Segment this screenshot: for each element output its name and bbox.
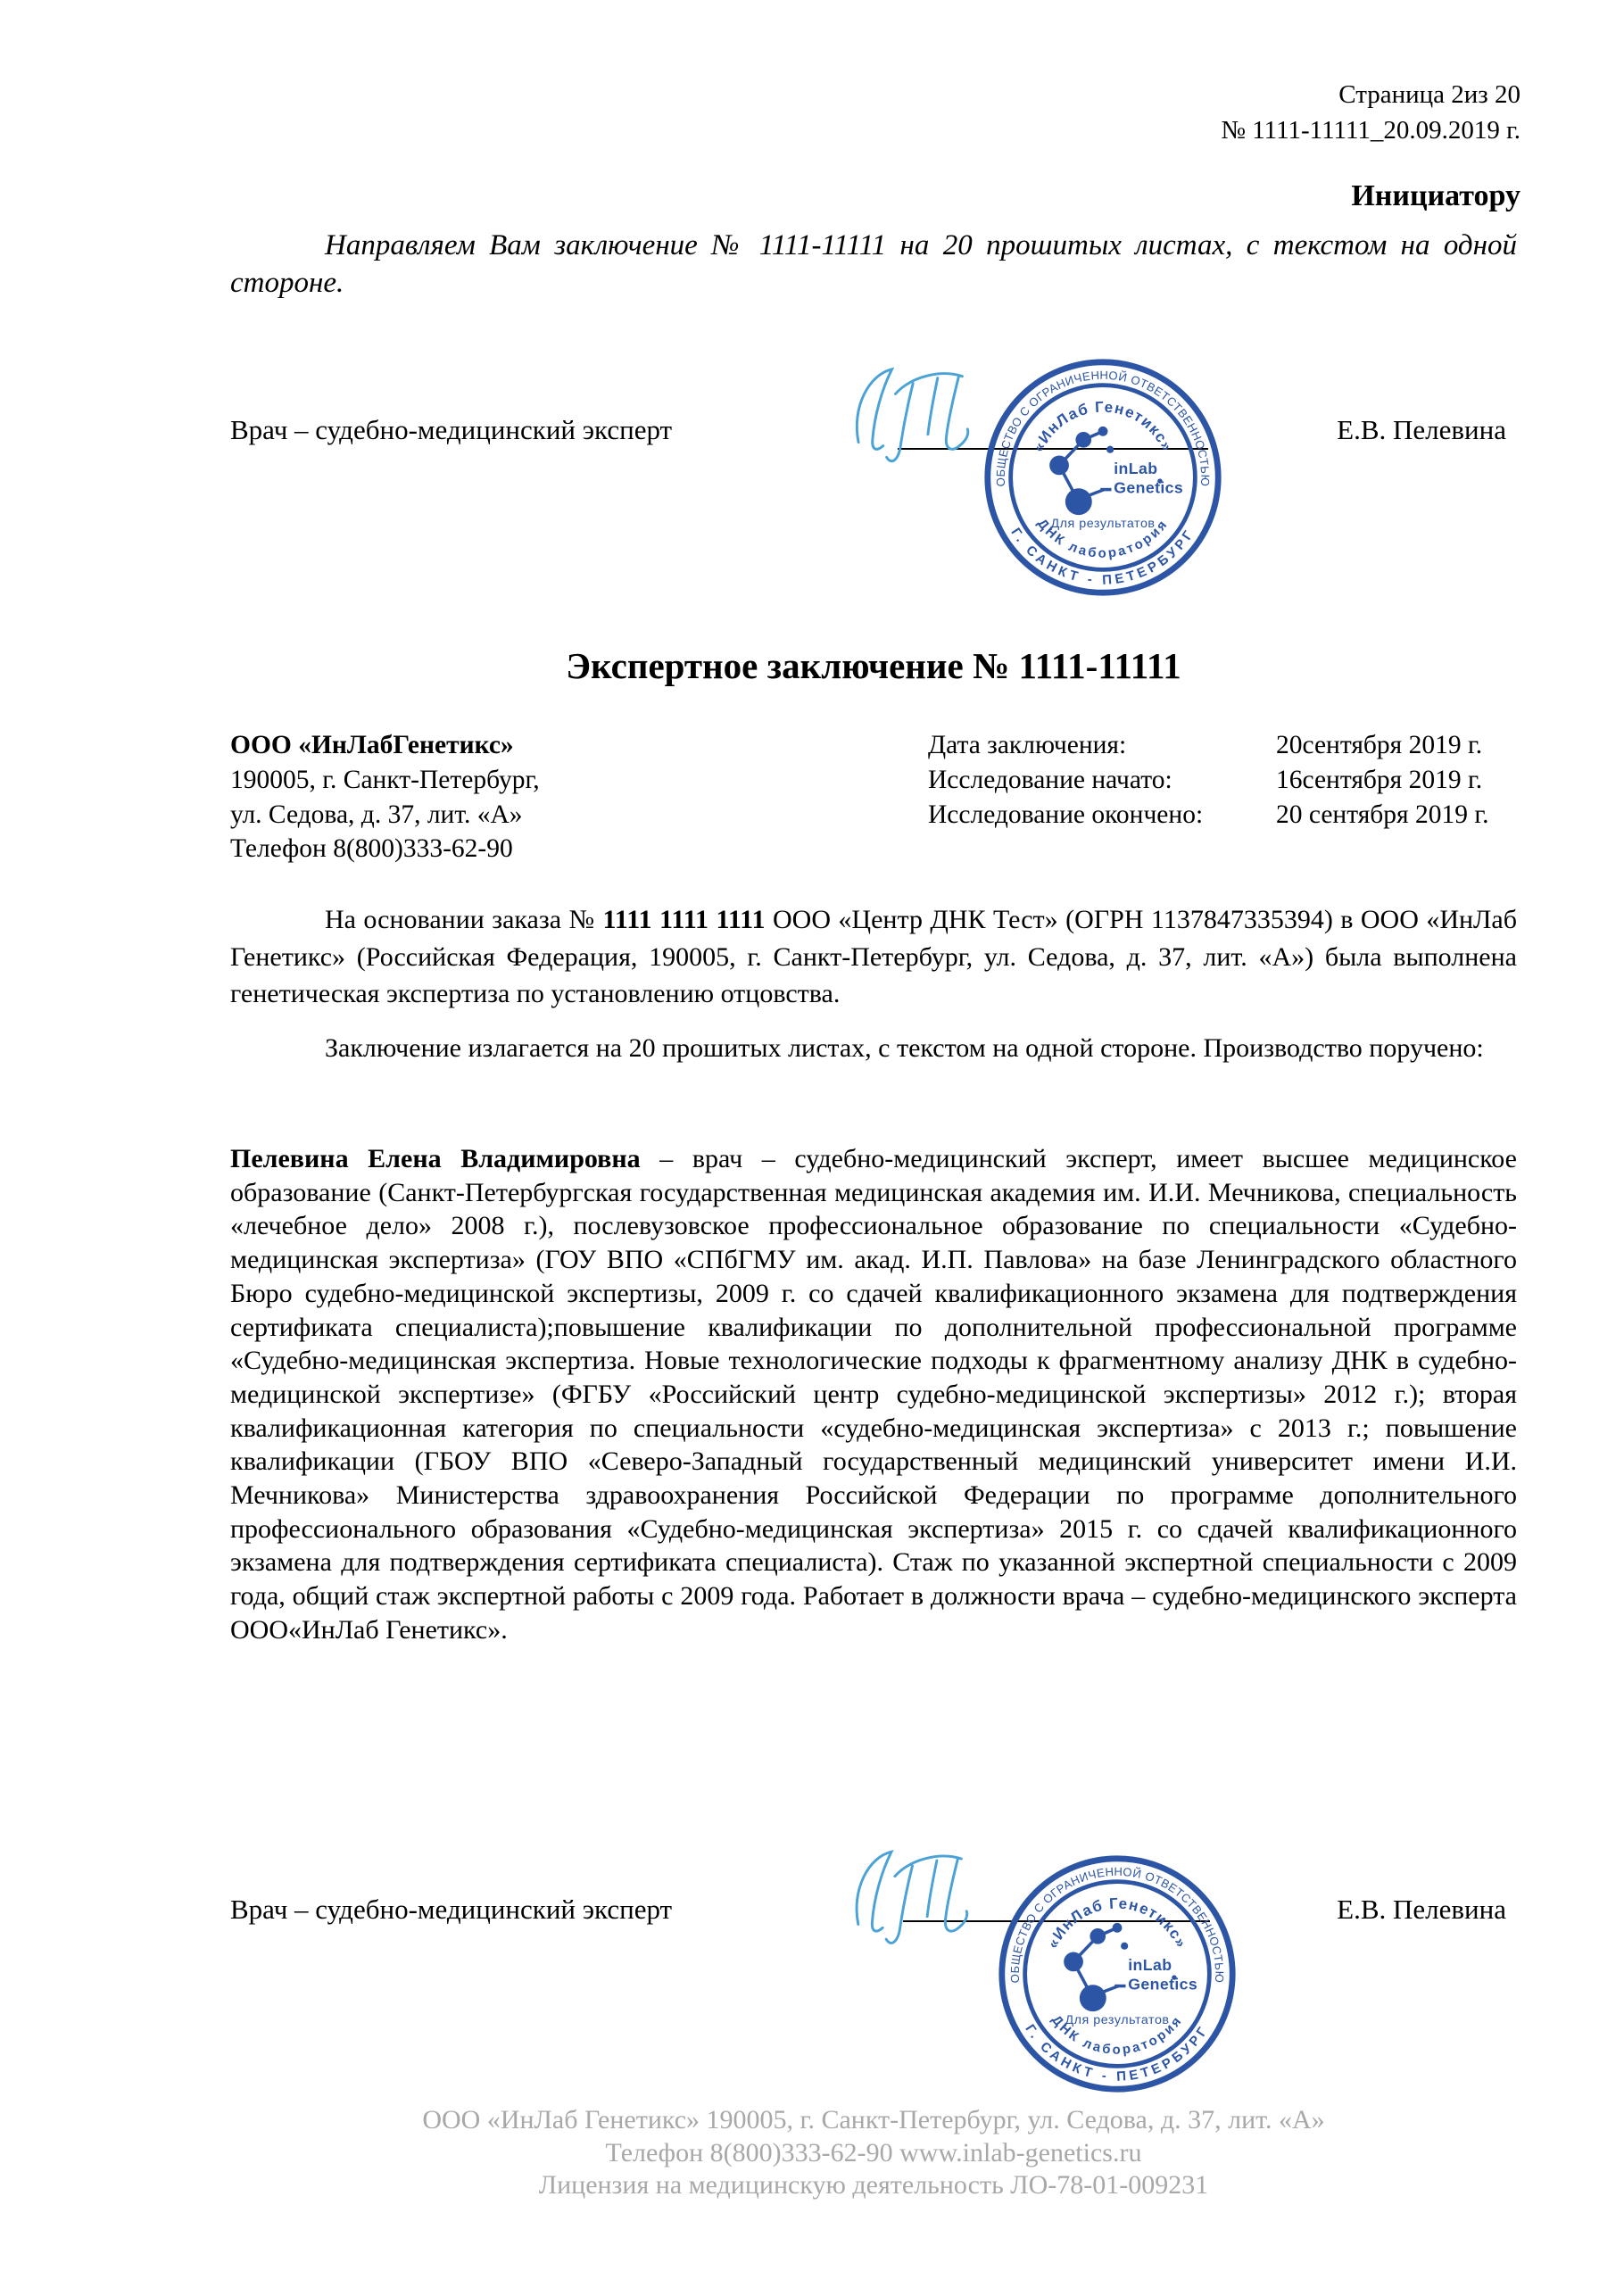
page-number: Страница 2из 20 (1338, 80, 1520, 109)
order-text-rest: ООО «Центр ДНК Тест» (ОГРН 1137847335394) в ООО «ИнЛаб Генетикс» (Российская Федерация, 190005, г. Санкт-Петербург, ул. Седова, д. 37, лит. «А») была выполнена генетическая экспертиза по установлению отцовства. (230, 905, 1517, 1008)
date-values (1276, 728, 1517, 832)
stamp-inner-bottom-text: ДНК лаборатория (1034, 516, 1172, 561)
footer (230, 2104, 1517, 2202)
date-label-finished: Исследование окончено: (928, 800, 1204, 829)
signer-name-bottom: Е.В. Пелевина (1337, 1894, 1506, 1925)
stamp-inner-bottom-text: ДНК лаборатория (1048, 2012, 1186, 2058)
signer-role: Врач – судебно-медицинский эксперт (230, 414, 673, 445)
signer-role-bottom: Врач – судебно-медицинский эксперт (230, 1894, 673, 1925)
lab-phone: Телефон 8(800)333-62-90 (230, 834, 513, 864)
document-number: № 1111-11111_20.09.2019 г. (1221, 116, 1520, 145)
lab-address-line2: ул. Седова, д. 37, лит. «А» (230, 800, 523, 829)
order-text-lead: На основании заказа № (325, 905, 603, 934)
stamp-logo-text-inlab: inLab (1128, 1955, 1172, 1974)
stamp-outer-top-text: ОБЩЕСТВО С ОГРАНИЧЕННОЙ ОТВЕТСТВЕННОСТЬЮ (1007, 1864, 1227, 1984)
stamp-outer-top-text: ОБЩЕСТВО С ОГРАНИЧЕННОЙ ОТВЕТСТВЕННОСТЬЮ (993, 368, 1213, 487)
lab-address-line1: 190005, г. Санкт-Петербург, (230, 765, 540, 794)
pages-note-paragraph: Заключение излагается на 20 прошитых листах, с текстом на одной стороне. Производство поручено: (325, 1033, 1484, 1063)
stamp-tagline: Для результатов (1050, 516, 1156, 531)
company-stamp-bottom (996, 1842, 1239, 2106)
cover-note: Направляем Вам заключение № 1111-11111 на 20 прошитых листах, с текстом на одной стороне. (230, 229, 1517, 299)
lab-info (230, 728, 873, 866)
stamp-logo-text-genetics: Genetics (1128, 1975, 1198, 1993)
company-stamp (982, 349, 1224, 606)
footer-license: Лицензия на медицинскую деятельность ЛО-78-01-009231 (538, 2170, 1209, 2201)
date-value-conclusion: 20сентября 2019 г. (1276, 731, 1483, 759)
date-value-started: 16сентября 2019 г. (1276, 765, 1483, 794)
page-meta (1221, 77, 1520, 148)
date-label-conclusion: Дата заключения: (928, 731, 1127, 759)
stamp-logo-text-genetics: Genetics (1114, 478, 1184, 497)
stamp-inner-top-text: «ИнЛаб Генетикс» (1030, 398, 1176, 455)
signer-name: Е.В. Пелевина (1337, 414, 1506, 445)
date-value-finished: 20 сентября 2019 г. (1276, 800, 1489, 829)
date-label-started: Исследование начато: (928, 765, 1172, 794)
order-number: 1111 1111 1111 (602, 905, 766, 934)
stamp-logo-text-inlab: inLab (1114, 459, 1158, 477)
expert-bio: – врач – судебно-медицинский эксперт, имеет высшее медицинское образование (Санкт-Петербургская государственная медицинская академия им. И.И. Мечникова, специальность «лечебное дело» 2008 г.), послевузовское профессиональное образование по специальности «Судебно-медицинская экспертиза» (ГОУ ВПО «СПбГМУ им. акад. И.П. Павлова» на базе Ленинградского областного Бюро судебно-медицинской экспертизы, 2009 г. со сдачей квалификационного экзамена для подтверждения сертификата специалиста);повышение квалификации по дополнительной профессиональной программе «Судебно-медицинская экспертиза. Новые технологические подходы к фрагментному анализу ДНК в судебно-медицинской экспертизе» (ФГБУ «Российский центр судебно-медицинской экспертизы» 2012 г.); вторая квалификационная категория по специальности «судебно-медицинская экспертиза» с 2013 г.; повышение квалификации (ГБОУ ВПО «Северо-Западный государственный медицинский университет имени И.И. Мечникова» Министерства здравоохранения Российской Федерации по программе дополнительного профессионального образования «Судебно-медицинская экспертиза» 2015 г. со сдачей квалификационного экзамена для подтверждения сертификата специалиста). Стаж по указанной экспертной специальности с 2009 года, общий стаж экспертной работы с 2009 года. Работает в должности врача – судебно-медицинского эксперта ООО«ИнЛаб Генетикс». (230, 1144, 1517, 1645)
document-title: Экспертное заключение № 1111-11111 (566, 645, 1181, 686)
addressee-heading: Инициатору (1351, 179, 1520, 212)
expert-paragraph (230, 1142, 1517, 1647)
date-labels (928, 728, 1272, 832)
stamp-outer-bottom-text: Г. САНКТ - ПЕТЕРБУРГ (1007, 525, 1198, 588)
order-paragraph (230, 901, 1517, 1013)
lab-name: ООО «ИнЛабГенетикс» (230, 731, 514, 759)
stamp-inner-top-text: «ИнЛаб Генетикс» (1044, 1894, 1190, 1952)
expert-name: Пелевина Елена Владимировна (230, 1144, 641, 1173)
footer-address: ООО «ИнЛаб Генетикс» 190005, г. Санкт-Петербург, ул. Седова, д. 37, лит. «А» (422, 2105, 1325, 2134)
stamp-tagline: Для результатов (1065, 2012, 1170, 2027)
footer-phone-site: Телефон 8(800)333-62-90 www.inlab-genetics.ru (605, 2137, 1142, 2168)
stamp-outer-bottom-text: Г. САНКТ - ПЕТЕРБУРГ (1022, 2021, 1213, 2085)
